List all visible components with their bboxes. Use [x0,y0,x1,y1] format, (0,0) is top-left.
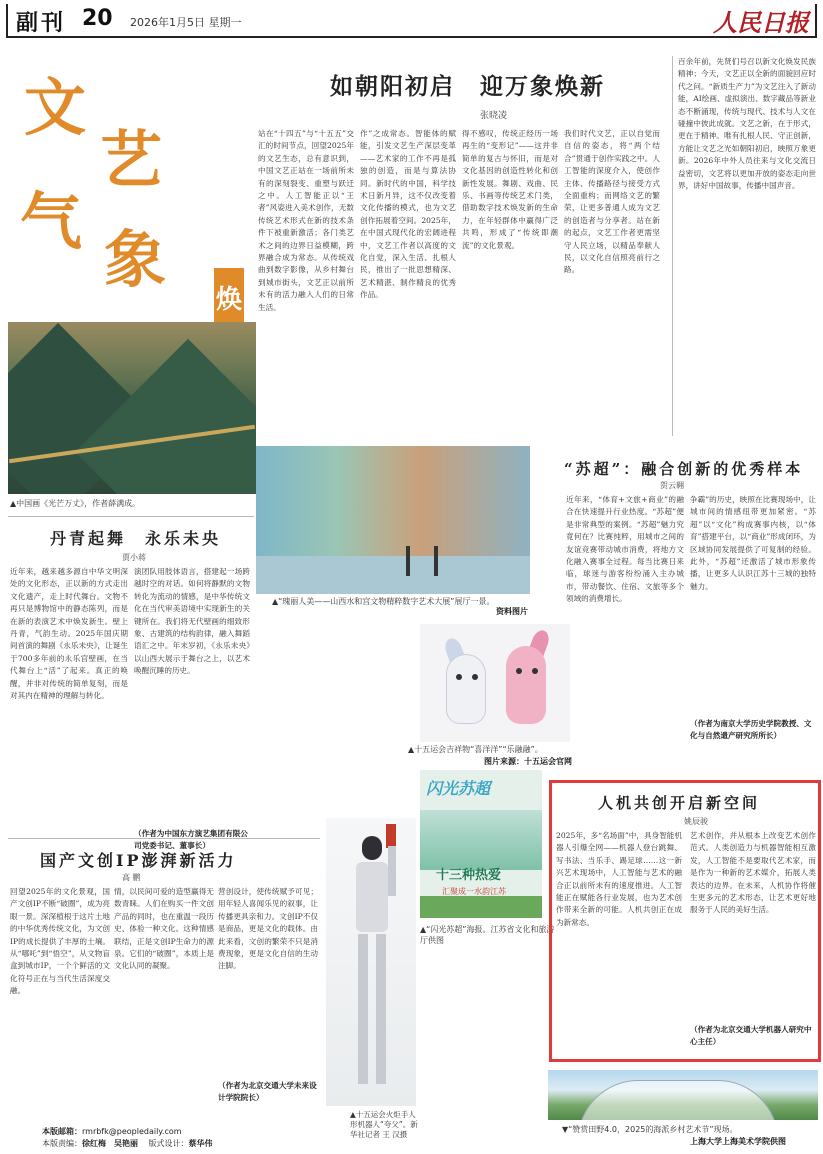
mascots-image [420,624,570,742]
mascot-eye [532,668,538,674]
mascot-caption: ▲十五运会吉祥物“喜洋洋”“乐融融”。 [408,745,543,754]
section-divider [8,516,254,517]
robot-caption: ▲十五运会火炬手人形机器人“夸父”。新华社记者 王 汉摄 [350,1110,418,1139]
exhibit-caption: ▲“瑰丽人美——山西水和宫文物精粹数字艺术大展”展厅一景。 [272,597,495,606]
poster-landscape [420,810,542,870]
mascot-eye [472,674,478,680]
story-ip-author: 高 鹏 [122,873,141,882]
main-article-col-4: 我们时代文艺，正以自觉而自信的姿态，将“两个结合”贯通于创作实践之中。人工智能的深度介入，使创作主体、传播路径与接受方式全面重构；而网络文艺的繁荣，让更多普通人成为文艺的创造者与分享者。站在新的起点，文艺工作者更需坚守人民立场，以精品奉献人民，以文化自信照亮前行之路。 [564,129,660,275]
masthead-frame [6,4,817,38]
visitor-figure [406,546,410,576]
banner-char-3: 气 [20,185,83,258]
story-dan-title: 丹青起舞 永乐未央 [50,529,222,548]
white-dolphin-mascot [446,654,486,724]
greenhouse-image [548,1070,818,1120]
page-number: 20 [82,6,113,31]
mascot-eye [456,674,462,680]
exhibition-hall-image [256,446,530,594]
issue-date: 2026年1月5日 星期一 [130,16,242,29]
story-ip-col-3: 营创设计，使传统赋予可见；用年轻人喜闻乐见的叙事，让传播更具亲和力。文创IP不仅是商品，更是文化的载体。由此来看，文创的繁荣不只是消费现象，更是文化自信的生动注脚。 [218,887,318,971]
mascot-source: 图片来源：十五运会官网 [484,757,572,766]
banner-char-2: 艺 [100,123,163,196]
main-headline: 如朝阳初启 迎万象焕新 [330,73,605,100]
editors-names: 徐红梅 吴艳丽 [82,1139,138,1148]
editorial-credits [42,1126,213,1150]
humanoid-robot-image [326,818,416,1106]
main-article-col-5: 百余年前，先贤们号召以新文化焕发民族精神；今天，文艺正以全新的面貌回应时代之问。“新质生产力”为文艺注入了新动能，AI绘画、虚拟演出、数字藏品等新业态不断涌现，传统与现代、技术与人文在碰撞中彼此成就。文艺之新，在于形式，更在于精神。唯有扎根人民、守正创新，方能让文艺之光如朝阳初启，映照万象更新。2026年中外人员往来与文化交流日益密切，文艺将以更加开放的姿态走向世界，讲好中国故事，传播中国声音。 [678,57,816,191]
main-author: 张晓凌 [480,111,508,121]
robot-leg [358,934,368,1084]
story-ren-footnote: （作者为北京交通大学机器人研究中心主任） [690,1025,812,1046]
poster-title: 闪光苏超 [426,779,491,798]
banner-char-4: 象 [104,223,167,296]
email-label: 本版邮箱： [42,1127,82,1136]
story-ren-col-2: 艺术创作，并从根本上改变艺术创作范式。人类创造力与机器智能相互激发，人工智能不是要取代艺术家，而是作为一种新的艺术媒介，拓展人类表达的边界。在未来，人机协作将催生更多元的艺术形态，让艺术更好地服务于人民的美好生活。 [690,831,816,915]
robot-head [362,836,382,860]
newspaper-logo: 人民日报 [713,8,809,37]
story-ip-col-1: 回望2025年的文化景观，国产文创IP不断“破圈”，成为亮眼一景。深深植根于这片土地的中华优秀传统文化，为文创IP的成长提供了丰厚的土壤。从“哪吒”到“悟空”，从文物盲盒到城市IP，一个个鲜活的文化符号正在与当代生活深度交融。 [10,887,110,996]
story-su-col-1: 近年来，“体育+文旅+商业”的融合在快速提升行业热度。“苏超”便是非常典型的案例。“苏超”魅力究竟何在？比赛纯粹，用城市之间的友谊竞赛带动城市消费，将地方文化融入赛事全过程。每当比赛日来临，球迷与游客纷纷涌入主办城市，带动餐饮、住宿、文旅等多个领域的消费增长。 [566,495,684,604]
poster-slogan: 汇聚成一水韵江苏 [442,887,506,896]
story-ip-footnote: （作者为北京交通大学未来设计学院院长） [218,1081,317,1102]
story-su-col-2: 争霸”的历史，映照在比赛现场中，让城市间的情感纽带更加紧密。“苏超”以“文化”构成赛事内核，以“体育”搭建平台，以“商业”形成闭环，为区域协同发展提供了可复制的经验。此外，“苏超”还激活了城市形象传播，让更多人认识江苏十三城的独特魅力。 [690,495,816,591]
visitor-figure [434,546,438,576]
painting-caption: ▲中国画《光芒万丈》，作者薛满成。 [10,499,141,508]
torch-icon [386,824,396,848]
section-name: 副刊 [16,11,67,36]
main-article-col-2: 作”之成常态。智能体的赋能，引发文艺生产深层变革——艺术家的工作不再是孤独的创造，而是与算法协同。新时代的中国，科学技术日新月异，这不仅改变着文化传播的模式，也为文艺创作拓展着空间。2025年，在中国式现代化的宏阔进程中，文艺工作者以高度的文化自觉，深入生活、扎根人民，推出了一批思想精深、艺术精湛、制作精良的优秀作品。 [360,129,456,300]
landscape-painting-image [8,322,256,494]
story-ren-title: 人机共创开启新空间 [598,794,761,812]
poster-caption: ▲“闪光苏超”海报。江苏省文化和旅游厅供图 [420,925,555,945]
masthead [0,0,823,42]
story-dan-author: 贾小蒋 [122,553,146,562]
poster-subtitle: 十三种热爱 [436,868,502,883]
story-su-title: “苏超”：融合创新的优秀样本 [564,460,804,478]
designer-name: 蔡华伟 [188,1139,213,1148]
robot-torso [356,862,388,932]
email-address: rmrbfk@peopledaily.com [82,1127,182,1136]
design-label: 版式设计： [148,1139,189,1148]
greenhouse-source: 上海大学上海美术学院供图 [690,1137,786,1146]
story-dan-footnote: （作者为中国东方演艺集团有限公司党委书记、董事长） [134,829,248,850]
story-ip-col-2: 情，以民间可爱的造型赢得无数青睐。人们在购买一件文创产品的同时，也在重温一段历史、体验一种文化。这种情感联结，正是文创IP生命力的源泉。它们的“破圈”，本质上是文化认同的凝聚。 [114,887,214,971]
main-article-col-3: 得不感叹，传统正经历一场再生的“变形记”——这并非简单的复古与怀旧，而是对文化基因的创造性转化和创新性发展。舞剧、戏曲、民乐、书画等传统艺术门类，借助数字技术焕发新的生命力，在年轻群体中赢得广泛共鸣，形成了“传统即潮流”的文化景观。 [462,129,558,250]
exhibit-floor [256,556,530,594]
robot-arm [388,846,396,896]
story-ip-title: 国产文创IP澎湃新活力 [40,851,237,870]
suchao-poster-image [420,770,542,918]
banner-char-1: 文 [24,71,87,144]
story-dan-col-2: 演团队用肢体语言，搭建起一场跨越时空的对话。如何将静默的文物转化为流动的情感，是中华传统文化在当代审美语境中实现新生的关键所在。我们将无代壁画的细致形象、古建筑的结构韵律，融入舞蹈语汇之中。年末岁初，《永乐未央》以山西大展示于舞台之上，以艺术唤醒沉睡的历史。 [134,567,250,676]
pink-dolphin-mascot [506,646,546,724]
banner-char-5: 焕 [214,268,244,332]
greenhouse-dome [578,1080,778,1120]
story-su-author: 贺云翱 [660,481,684,490]
main-article-col-1: 站在“十四五”与“十五五”交汇的时间节点，回望2025年的文艺生态，总有意识到，中国文艺正站在一场前所未有的深刻裂变、重塑与跃迁之中。人工智能正以“王者”风姿进入美术创作，无数传统艺术形式在新的技术条件下被重新激活；各门类艺术之间的边界日益模糊，跨界融合成为常态。从传统戏曲到数字影像，从乡村舞台到城市街头，文艺正以前所未有的活力融入人们的日常生活。 [258,129,354,312]
robot-leg [376,934,386,1084]
column-divider [672,56,673,436]
editors-label: 本版责编： [42,1139,82,1148]
mascot-eye [516,668,522,674]
exhibit-source: 资料图片 [496,607,528,616]
section-divider [8,838,320,839]
story-ren-col-1: 2025年，多“名场面”中，具身智能机器人引爆全网——机器人登台跳舞、写书法、当乐手、踢足球……这一新兴艺术现场中，人工智能与艺术的融合正以前所未有的速度推进。人工智能正在赋能各行业发展，也为艺术创作带来全新的可能。人机共创正在成为新常态。 [556,831,682,927]
story-su-footnote: （作者为南京大学历史学院教授、文化与自然遗产研究所所长） [690,719,812,740]
poster-field [420,896,542,918]
greenhouse-caption: ▼“赞赏田野4.0，2025的海派乡村艺术节”现场。 [562,1125,738,1134]
story-dan-col-1: 近年来，越来越多源自中华文明深处的文化形态，正以新的方式走出文化遗产，走上时代舞台。文物不再只是博物馆中的静态陈列，而是在新的表演艺术中焕发新生。壁上丹青，气韵生动。2025年国庆期间首演的舞剧《永乐未央》，让诞生于700多年前的永乐宫壁画，在当代舞台上“活”了起来。真正的唤醒，并非对传统的简单复刻，而是对其内在精神的理解与转化。 [10,567,128,701]
story-ren-author: 姚辰骏 [684,817,708,826]
